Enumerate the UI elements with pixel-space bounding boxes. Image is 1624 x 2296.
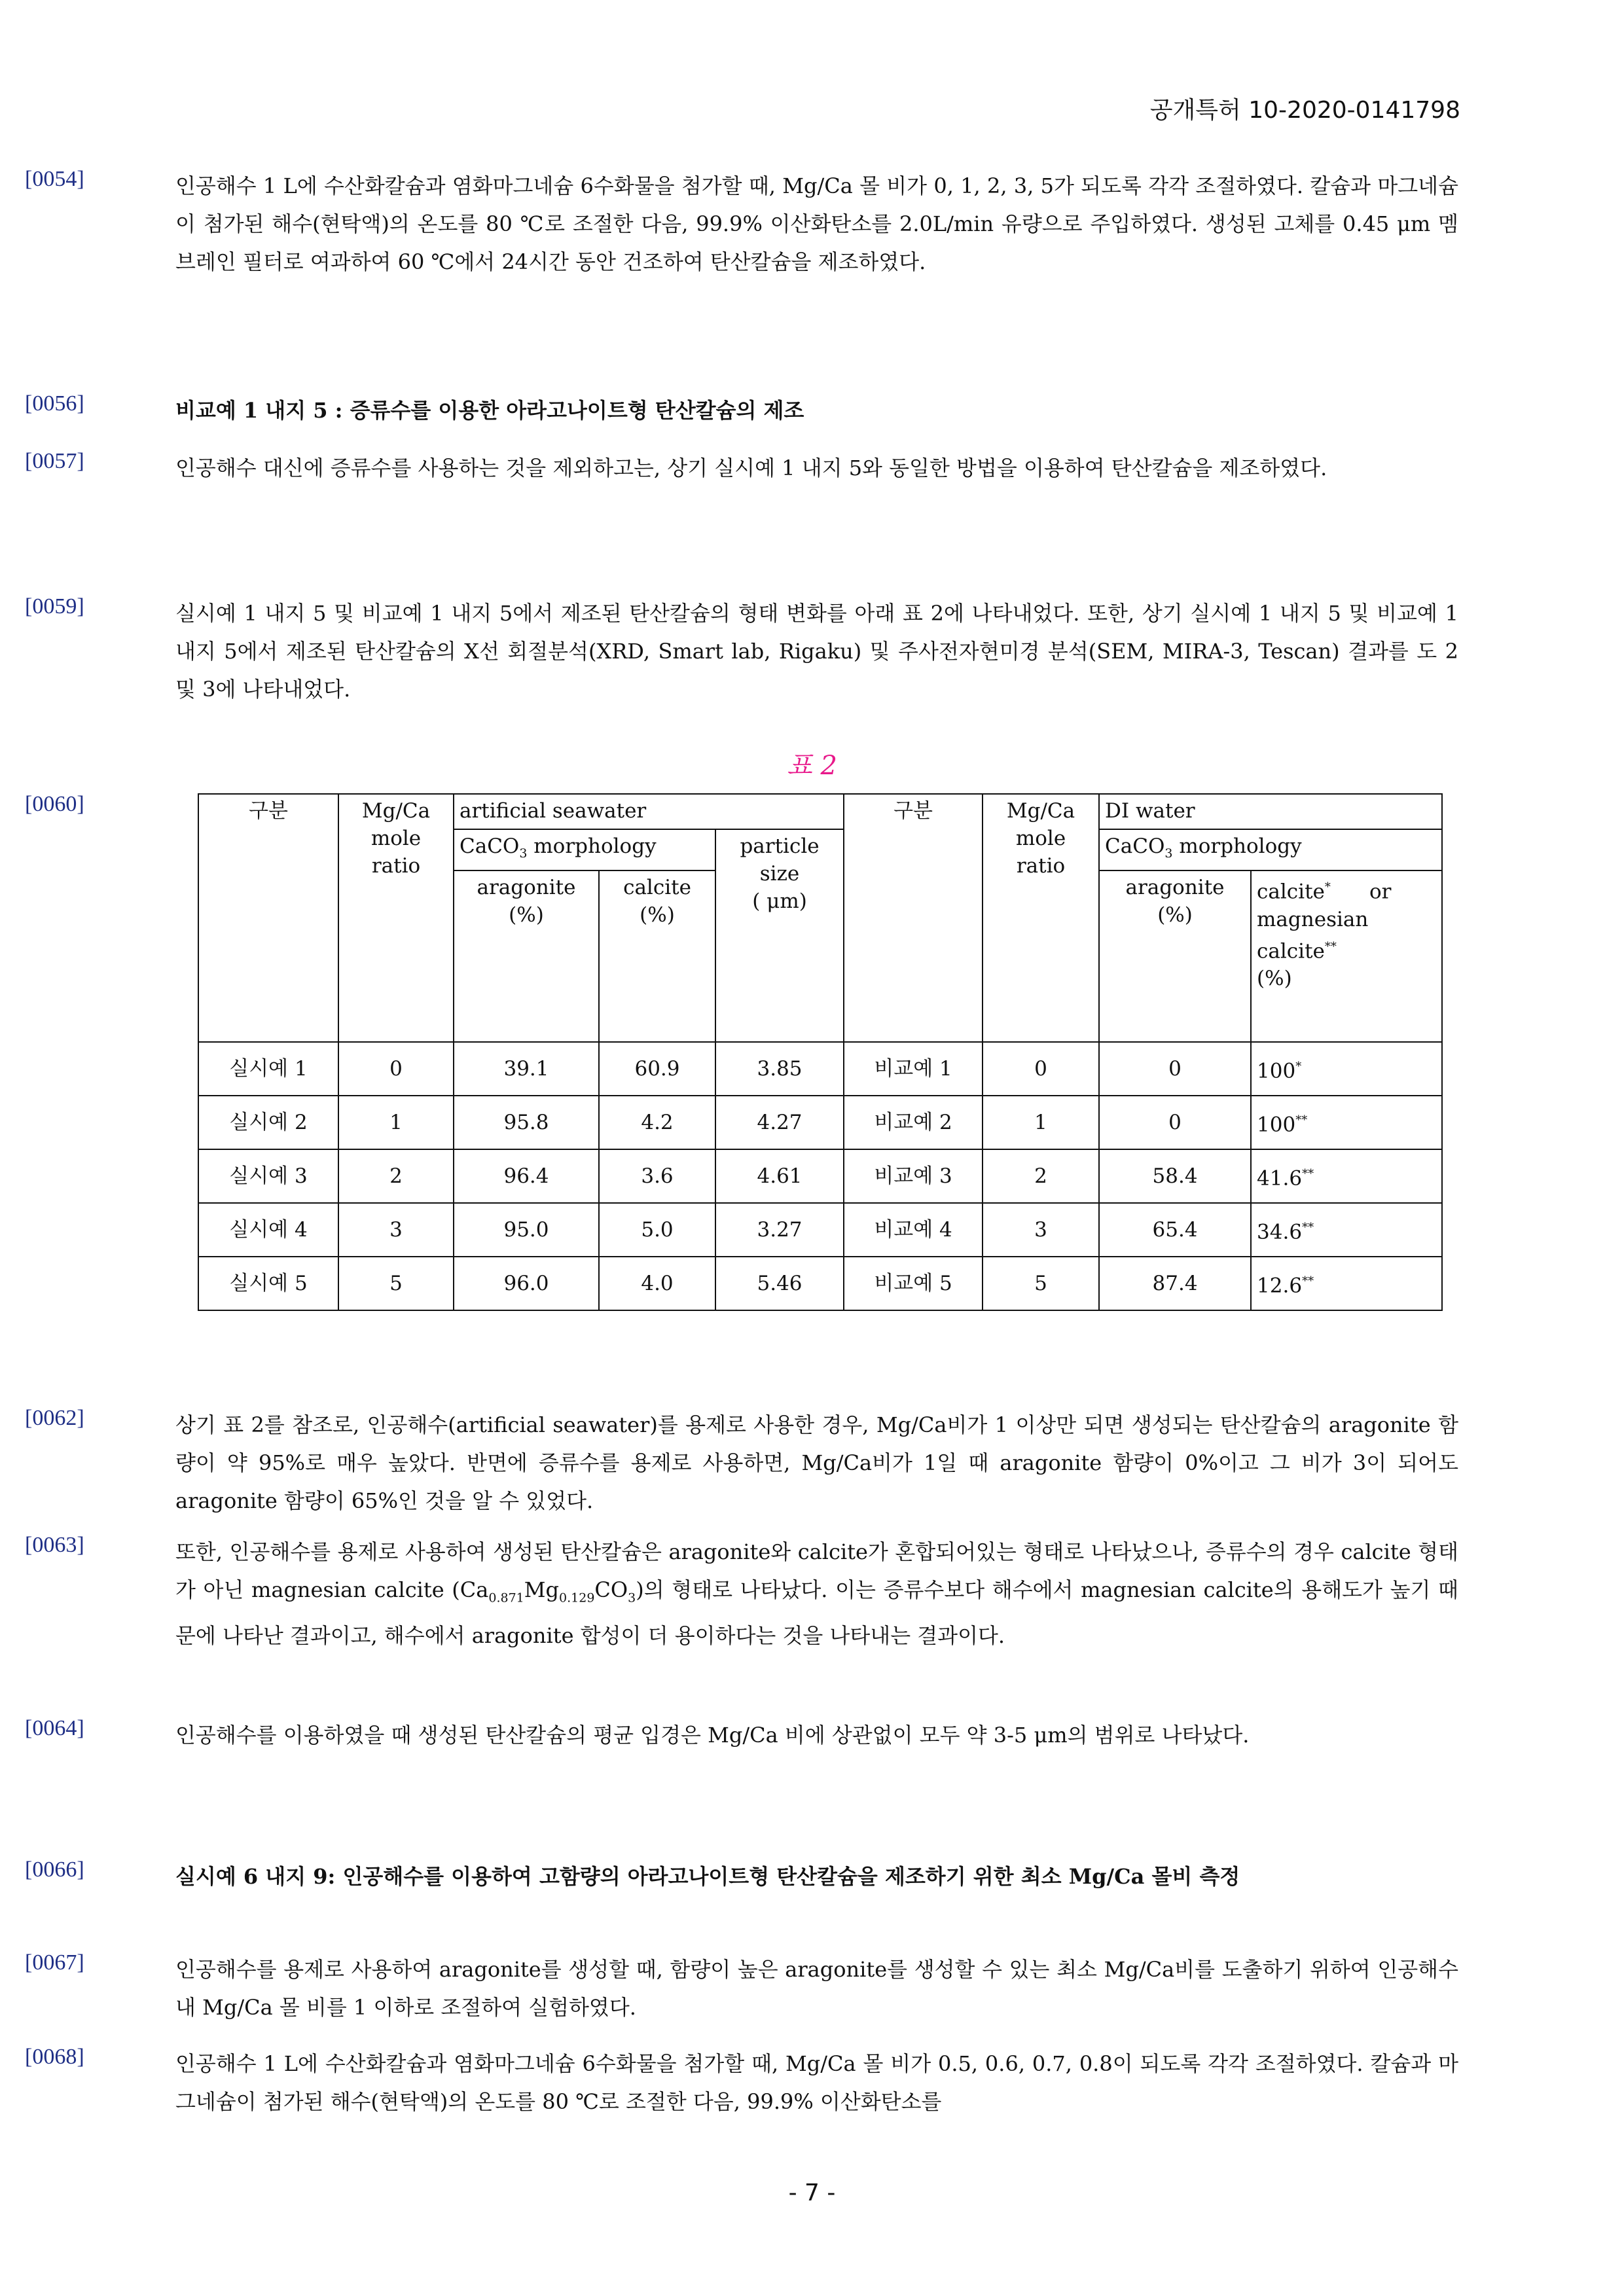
- formula-ca: Ca: [460, 1577, 489, 1602]
- paragraph-text: 실시예 1 내지 5 및 비교예 1 내지 5에서 제조된 탄산칼슘의 형태 변화를 아래 표 2에 나타내었다. 또한, 상기 실시예 1 내지 5 및 비교예 1 내지 5에서 제조된 탄산칼슘의 X선 회절분석(XRD, Smart lab, Rigaku) 및 주사전자현미경 분석(SEM, MIRA-3, Tescan) 결과를 도 2 및 3에 나타내었다.: [175, 601, 1458, 702]
- paragraph-number: [0062]: [25, 1406, 84, 1430]
- di-calcite-value: 100*: [1251, 1042, 1442, 1096]
- document-id: 공개특허 10-2020-0141798: [1149, 97, 1460, 124]
- header-caco3-morphology: CaCO$_3$ morphology: [1099, 829, 1442, 870]
- header-calcite: calcite (%): [599, 870, 715, 1042]
- paragraph-number: [0068]: [25, 2045, 84, 2069]
- paragraph-number: [0064]: [25, 1716, 84, 1740]
- page-number: - 7 -: [788, 2179, 836, 2206]
- paragraph-text: 또한, 인공해수를 용제로 사용하여 생성된 탄산칼슘은 aragonite와 calcite가 혼합되어있는 형태로 나타났으나, 증류수의 경우 calcite 형태가 아닌 magnesian calcite $(Ca_{0.871}Mg_{0.129}CO_3)$의 형태로 나타났다. 이는 증류수보다 해수에서 magnesian calcite의 용해도가 높기 때문에 나타난 결과이고, 해수에서 aragonite 합성이 더 용이하다는 것을 나타내는 결과이다.: [175, 1539, 1458, 1649]
- paragraph-number: [0060]: [25, 792, 84, 816]
- header-gubun: 구분: [198, 794, 338, 1042]
- paragraph-number: [0066]: [25, 1857, 84, 1882]
- paragraph-text: 인공해수 1 L에 수산화칼슘과 염화마그네슘 6수화물을 첨가할 때, Mg/Ca 몰 비가 0, 1, 2, 3, 5가 되도록 각각 조절하였다. 칼슘과 마그네슘이 첨가된 해수(현탁액)의 온도를 80 ℃로 조절한 다음, 99.9% 이산화탄소를 2.0L/min 유량으로 주입하였다. 생성된 고체를 0.45 μm 멤브레인 필터로 여과하여 60 ℃에서 24시간 동안 건조하여 탄산칼슘을 제조하였다.: [175, 173, 1458, 274]
- header-mgca: Mg/Ca mole ratio: [983, 794, 1099, 1042]
- table-row: 실시예 5 5 96.0 4.0 5.46 비교예 5 5 87.4 12.6**: [198, 1257, 1442, 1310]
- section-heading: 실시예 6 내지 9: 인공해수를 이용하여 고함량의 아라고나이트형 탄산칼슘을 제조하기 위한 최소 Mg/Ca 몰비 측정: [175, 1864, 1240, 1889]
- di-calcite-value: 41.6**: [1251, 1149, 1442, 1203]
- paragraph-number: [0059]: [25, 594, 84, 619]
- header-caco3-morphology: CaCO$_3$ morphology: [454, 829, 715, 870]
- header-artificial-seawater: artificial seawater: [454, 794, 844, 829]
- paragraph-number: [0057]: [25, 449, 84, 473]
- table-row: 실시예 1 0 39.1 60.9 3.85 비교예 1 0 0 100*: [198, 1042, 1442, 1096]
- header-mgca: Mg/Ca mole ratio: [338, 794, 454, 1042]
- header-aragonite: aragonite (%): [1099, 870, 1251, 1042]
- results-table: [198, 793, 1443, 1311]
- paragraph-number: [0054]: [25, 167, 84, 191]
- paragraph-text: 인공해수를 이용하였을 때 생성된 탄산칼슘의 평균 입경은 Mg/Ca 비에 상관없이 모두 약 3-5 μm의 범위로 나타났다.: [175, 1723, 1250, 1748]
- paragraph-number: [0063]: [25, 1533, 84, 1557]
- table-row: 실시예 3 2 96.4 3.6 4.61 비교예 3 2 58.4 41.6**: [198, 1149, 1442, 1203]
- table-row: 실시예 4 3 95.0 5.0 3.27 비교예 4 3 65.4 34.6**: [198, 1203, 1442, 1257]
- paragraph-number: [0056]: [25, 391, 84, 416]
- paragraph-text: 인공해수 1 L에 수산화칼슘과 염화마그네슘 6수화물을 첨가할 때, Mg/Ca 몰 비가 0.5, 0.6, 0.7, 0.8이 되도록 각각 조절하였다. 칼슘과 마그네슘이 첨가된 해수(현탁액)의 온도를 80 ℃로 조절한 다음, 99.9% 이산화탄소를: [175, 2051, 1458, 2114]
- header-aragonite: aragonite (%): [454, 870, 599, 1042]
- paragraph-text: 인공해수를 용제로 사용하여 aragonite를 생성할 때, 함량이 높은 aragonite를 생성할 수 있는 최소 Mg/Ca비를 도출하기 위하여 인공해수 내 Mg/Ca 몰 비를 1 이하로 조절하여 실험하였다.: [175, 1957, 1458, 2020]
- paragraph-text: 인공해수 대신에 증류수를 사용하는 것을 제외하고는, 상기 실시예 1 내지 5와 동일한 방법을 이용하여 탄산칼슘을 제조하였다.: [175, 456, 1327, 480]
- header-particle-size: particle size ( μm): [715, 829, 844, 1042]
- section-heading: 비교예 1 내지 5 : 증류수를 이용한 아라고나이트형 탄산칼슘의 제조: [175, 398, 804, 423]
- paragraph-number: [0067]: [25, 1950, 84, 1975]
- header-calcite-or-magnesian: calcite* or magnesian calcite** (%): [1251, 870, 1442, 1042]
- table-row: 실시예 2 1 95.8 4.2 4.27 비교예 2 1 0 100**: [198, 1096, 1442, 1149]
- di-calcite-value: 34.6**: [1251, 1203, 1442, 1257]
- di-calcite-value: 100**: [1251, 1096, 1442, 1149]
- di-calcite-value: 12.6**: [1251, 1257, 1442, 1310]
- header-gubun: 구분: [844, 794, 983, 1042]
- table-caption: 표 2: [787, 751, 837, 781]
- header-di-water: DI water: [1099, 794, 1442, 829]
- paragraph-text: 상기 표 2를 참조로, 인공해수(artificial seawater)를 용제로 사용한 경우, Mg/Ca비가 1 이상만 되면 생성되는 탄산칼슘의 aragonite 함량이 약 95%로 매우 높았다. 반면에 증류수를 용제로 사용하면, Mg/Ca비가 1일 때 aragonite 함량이 0%이고 그 비가 3이 되어도 aragonite 함량이 65%인 것을 알 수 있었다.: [175, 1412, 1458, 1513]
